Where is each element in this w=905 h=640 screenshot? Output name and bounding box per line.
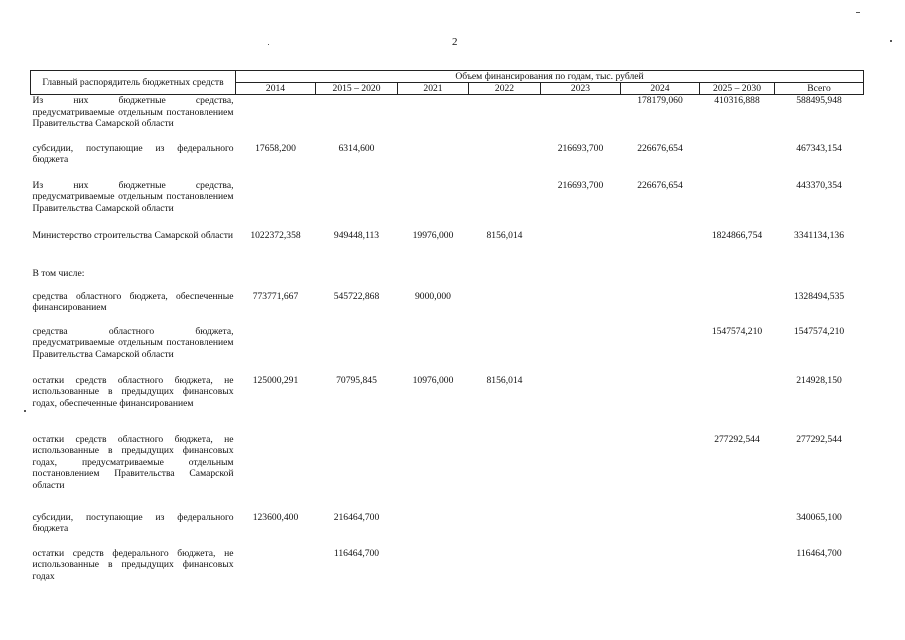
row-value bbox=[541, 512, 621, 548]
row-value: 588495,948 bbox=[796, 95, 842, 106]
row-value: 70795,845 bbox=[336, 374, 377, 386]
row-value: 1547574,210 bbox=[793, 325, 845, 337]
row-value: 214928,150 bbox=[796, 374, 842, 386]
row-value: 6314,600 bbox=[338, 142, 375, 154]
row-value bbox=[236, 434, 316, 512]
row-value: 443370,354 bbox=[796, 179, 842, 191]
row-value: 123600,400 bbox=[252, 511, 299, 523]
row-value: 545722,868 bbox=[333, 290, 380, 302]
row-value: 467343,154 bbox=[796, 142, 842, 154]
row-value bbox=[398, 268, 469, 291]
row-value bbox=[316, 434, 398, 512]
row-value bbox=[398, 512, 469, 548]
row-label: Министерство строительства Самарской области bbox=[32, 229, 234, 241]
row-value: 216693,700 bbox=[557, 142, 604, 154]
row-label: субсидии, поступающие из федерального бюджета bbox=[32, 142, 234, 166]
row-value: 178179,060 bbox=[637, 95, 683, 106]
row-label: Из них бюджетные средства, предусматриваемые отдельным постановлением Правительства Самарской области bbox=[32, 95, 234, 130]
row-value bbox=[469, 143, 541, 180]
row-value bbox=[541, 268, 621, 291]
row-value bbox=[541, 326, 621, 375]
row-label: субсидии, поступающие из федерального бюджета bbox=[32, 511, 234, 535]
row-value bbox=[621, 434, 700, 512]
row-value: 277292,544 bbox=[796, 433, 842, 445]
header-year: 2021 bbox=[398, 83, 469, 95]
row-value: 410316,888 bbox=[714, 95, 760, 106]
scan-mark bbox=[856, 12, 860, 13]
row-value bbox=[541, 434, 621, 512]
row-value: 1022372,358 bbox=[250, 229, 301, 241]
header-year: 2023 bbox=[541, 83, 621, 95]
table-row bbox=[31, 143, 864, 180]
row-value: 9000,000 bbox=[415, 290, 451, 302]
row-value bbox=[236, 548, 316, 590]
scan-mark bbox=[268, 44, 269, 45]
table-row bbox=[31, 291, 864, 326]
row-value bbox=[469, 180, 541, 230]
page-number: 2 bbox=[452, 36, 458, 48]
table-row bbox=[31, 95, 864, 143]
header-year: 2014 bbox=[236, 83, 316, 95]
row-value bbox=[398, 95, 469, 143]
row-value bbox=[621, 268, 700, 291]
row-value bbox=[398, 434, 469, 512]
row-value bbox=[541, 375, 621, 434]
row-value bbox=[398, 143, 469, 180]
row-value: 949448,113 bbox=[333, 229, 380, 241]
row-value: 10976,000 bbox=[412, 374, 454, 386]
row-value bbox=[700, 268, 775, 291]
table-row bbox=[31, 512, 864, 548]
header-main-distributor: Главный распорядитель бюджетных средств bbox=[31, 71, 236, 95]
scan-mark bbox=[24, 410, 26, 412]
table-row bbox=[31, 375, 864, 434]
table-row bbox=[31, 180, 864, 230]
scan-mark bbox=[890, 40, 892, 42]
row-value bbox=[621, 512, 700, 548]
row-value bbox=[541, 95, 621, 143]
row-value bbox=[469, 326, 541, 375]
row-value bbox=[469, 512, 541, 548]
row-value bbox=[541, 548, 621, 590]
row-value bbox=[700, 512, 775, 548]
row-label: остатки средств областного бюджета, не использованные в предыдущих финансовых годах, обеспеченные финансированием bbox=[32, 374, 234, 409]
row-value bbox=[469, 434, 541, 512]
header-financing-group: Объем финансирования по годам, тыс. рублей bbox=[236, 71, 864, 83]
row-value: 116464,700 bbox=[796, 547, 842, 559]
row-value bbox=[316, 180, 398, 230]
row-value bbox=[316, 268, 398, 291]
row-value bbox=[236, 268, 316, 291]
row-value: 1824866,754 bbox=[711, 229, 763, 241]
row-value: 125000,291 bbox=[252, 374, 299, 386]
row-value: 277292,544 bbox=[714, 433, 760, 445]
row-value: 340065,100 bbox=[796, 511, 842, 523]
row-value bbox=[700, 291, 775, 326]
table-row bbox=[31, 434, 864, 512]
table-row bbox=[31, 268, 864, 291]
row-value bbox=[236, 326, 316, 375]
row-value: 116464,700 bbox=[333, 547, 380, 559]
row-value bbox=[541, 230, 621, 268]
row-label: Из них бюджетные средства, предусматриваемые отдельным постановлением Правительства Самарской области bbox=[32, 179, 234, 214]
row-value bbox=[398, 326, 469, 375]
row-value bbox=[398, 548, 469, 590]
row-value bbox=[469, 268, 541, 291]
row-value bbox=[316, 95, 398, 143]
row-value: 3341134,136 bbox=[794, 229, 845, 241]
row-value bbox=[700, 180, 775, 230]
row-value: 216464,700 bbox=[333, 511, 380, 523]
row-value bbox=[621, 548, 700, 590]
row-label: остатки средств областного бюджета, не использованные в предыдущих финансовых годах, предусматриваемые отдельным постановлением Правительства Самарской области bbox=[32, 433, 234, 491]
row-value bbox=[541, 291, 621, 326]
row-label: В том числе: bbox=[32, 267, 85, 279]
row-value bbox=[700, 143, 775, 180]
row-value: 8156,014 bbox=[486, 374, 523, 386]
row-value: 773771,667 bbox=[252, 290, 299, 302]
row-value: 17658,200 bbox=[255, 142, 296, 154]
row-value: 19976,000 bbox=[412, 229, 454, 241]
row-value: 1328494,535 bbox=[793, 290, 845, 302]
row-label: средства областного бюджета, обеспеченные финансированием bbox=[32, 290, 234, 314]
row-value: 226676,654 bbox=[637, 142, 683, 154]
table-row bbox=[31, 548, 864, 590]
row-label: средства областного бюджета, предусматриваемые отдельным постановлением Правительства Самарской области bbox=[32, 325, 234, 360]
row-value bbox=[775, 268, 864, 291]
row-value bbox=[236, 180, 316, 230]
row-value bbox=[621, 291, 700, 326]
row-value bbox=[469, 95, 541, 143]
financing-table bbox=[30, 70, 864, 590]
header-year: 2022 bbox=[469, 83, 541, 95]
row-value: 8156,014 bbox=[486, 229, 523, 241]
header-total: Всего bbox=[775, 83, 864, 95]
header-year: 2015 – 2020 bbox=[316, 83, 398, 95]
row-value: 1547574,210 bbox=[711, 325, 763, 337]
table-row bbox=[31, 230, 864, 268]
row-value bbox=[621, 375, 700, 434]
row-value bbox=[621, 326, 700, 375]
row-value bbox=[700, 375, 775, 434]
row-value bbox=[316, 326, 398, 375]
row-value bbox=[469, 548, 541, 590]
row-value: 216693,700 bbox=[557, 179, 604, 191]
header-year: 2024 bbox=[621, 83, 700, 95]
row-value bbox=[398, 180, 469, 230]
row-value bbox=[236, 95, 316, 143]
row-value: 226676,654 bbox=[637, 179, 683, 191]
table-row bbox=[31, 326, 864, 375]
row-value bbox=[700, 548, 775, 590]
row-value bbox=[621, 230, 700, 268]
row-value bbox=[469, 291, 541, 326]
header-year: 2025 – 2030 bbox=[700, 83, 775, 95]
row-label: остатки средств федерального бюджета, не использованные в предыдущих финансовых годах bbox=[32, 547, 234, 582]
